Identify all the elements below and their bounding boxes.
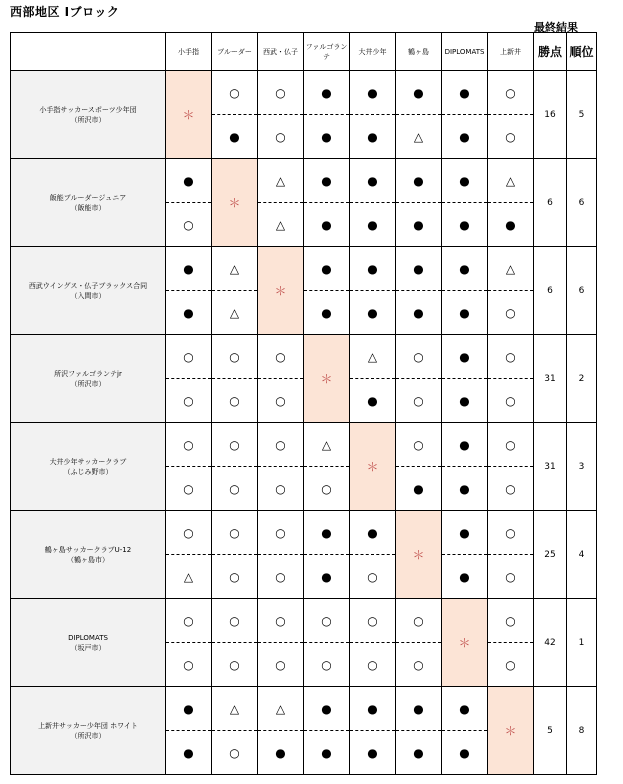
result-cell: ● <box>304 115 350 159</box>
result-cell: ○ <box>212 379 258 423</box>
result-cell: ● <box>396 687 442 731</box>
team-name-cell <box>11 335 166 423</box>
team-name-cell <box>11 247 166 335</box>
points-cell: 31 <box>534 423 567 511</box>
result-cell: ● <box>350 115 396 159</box>
team-city: （入間市） <box>70 291 106 300</box>
result-cell: ● <box>442 291 488 335</box>
final-results-label: 最終結果 <box>534 21 578 34</box>
team-name: 小手指サッカースポーツ少年団 <box>39 105 137 114</box>
self-match-cell: ＊ <box>488 687 534 775</box>
rank-cell: 3 <box>567 423 597 511</box>
team-city: （所沢市） <box>70 379 106 388</box>
team-name: 飯能ブルーダージュニア <box>49 193 127 202</box>
result-cell: ● <box>442 203 488 247</box>
team-row-first-leg <box>11 247 597 291</box>
team-name: DIPLOMATS <box>68 633 108 642</box>
team-row-first-leg <box>11 335 597 379</box>
header-opponent: ブルーダー <box>212 33 258 71</box>
rank-cell: 6 <box>567 159 597 247</box>
self-match-cell: ＊ <box>166 71 212 159</box>
result-cell: ● <box>166 291 212 335</box>
result-cell: ● <box>166 247 212 291</box>
result-cell: ● <box>442 159 488 203</box>
result-cell: ○ <box>488 291 534 335</box>
points-cell: 6 <box>534 247 567 335</box>
result-cell: ○ <box>258 555 304 599</box>
team-city: （飯能市） <box>70 203 106 212</box>
result-cell: ○ <box>488 115 534 159</box>
team-name-cell <box>11 71 166 159</box>
team-name-cell <box>11 423 166 511</box>
result-cell: ○ <box>166 511 212 555</box>
result-cell: ○ <box>488 555 534 599</box>
result-cell: ● <box>350 203 396 247</box>
result-cell: ● <box>396 71 442 115</box>
header-row <box>11 33 597 71</box>
header-opponent: DIPLOMATS <box>442 33 488 71</box>
self-match-cell: ＊ <box>258 247 304 335</box>
result-cell: ○ <box>212 423 258 467</box>
result-cell: △ <box>258 159 304 203</box>
self-match-cell: ＊ <box>304 335 350 423</box>
result-cell: ● <box>442 247 488 291</box>
team-name: 鶴ヶ島サッカークラブU-12 <box>44 545 132 554</box>
result-cell: △ <box>488 247 534 291</box>
header-opponent: 西武・仏子 <box>258 33 304 71</box>
rank-cell: 6 <box>567 247 597 335</box>
result-cell: ○ <box>212 335 258 379</box>
result-cell: ● <box>396 731 442 775</box>
self-match-cell: ＊ <box>396 511 442 599</box>
result-cell: ● <box>442 379 488 423</box>
result-cell: ○ <box>166 335 212 379</box>
result-cell: ● <box>442 467 488 511</box>
result-cell: ● <box>442 335 488 379</box>
result-cell: ○ <box>212 599 258 643</box>
result-cell: ○ <box>396 335 442 379</box>
result-cell: ○ <box>258 335 304 379</box>
header-opponent: 小手指 <box>166 33 212 71</box>
result-cell: ○ <box>258 423 304 467</box>
rank-cell: 1 <box>567 599 597 687</box>
result-cell: ○ <box>258 511 304 555</box>
result-cell: ● <box>258 731 304 775</box>
result-cell: ● <box>350 291 396 335</box>
team-city: （坂戸市） <box>70 643 106 652</box>
result-cell: ● <box>396 203 442 247</box>
result-cell: ○ <box>258 599 304 643</box>
header-rank: 順位 <box>567 33 597 71</box>
result-cell: ○ <box>166 599 212 643</box>
result-cell: ○ <box>488 643 534 687</box>
team-name: 上新井サッカー少年団 ホワイト <box>38 721 138 730</box>
result-cell: ● <box>350 687 396 731</box>
result-cell: ○ <box>488 423 534 467</box>
result-cell: ● <box>304 555 350 599</box>
result-cell: ● <box>442 511 488 555</box>
team-row-first-leg <box>11 71 597 115</box>
team-name-cell <box>11 159 166 247</box>
team-name: 西武ウイングス・仏子ブラックス合同 <box>28 281 148 290</box>
team-city: （所沢市） <box>70 731 106 740</box>
header-points: 勝点 <box>534 33 567 71</box>
result-cell: ● <box>442 71 488 115</box>
result-cell: ○ <box>304 643 350 687</box>
self-match-cell: ＊ <box>350 423 396 511</box>
team-row-first-leg <box>11 423 597 467</box>
result-cell: △ <box>304 423 350 467</box>
team-name-cell <box>11 687 166 775</box>
result-cell: ● <box>442 687 488 731</box>
result-cell: ○ <box>304 599 350 643</box>
result-cell: ○ <box>212 467 258 511</box>
result-cell: ○ <box>166 467 212 511</box>
result-cell: ○ <box>350 555 396 599</box>
result-cell: ○ <box>212 71 258 115</box>
result-cell: ○ <box>166 423 212 467</box>
result-cell: △ <box>350 335 396 379</box>
rank-cell: 4 <box>567 511 597 599</box>
result-cell: ● <box>304 247 350 291</box>
points-cell: 16 <box>534 71 567 159</box>
result-cell: ○ <box>166 203 212 247</box>
rank-cell: 5 <box>567 71 597 159</box>
points-cell: 42 <box>534 599 567 687</box>
result-cell: ● <box>304 731 350 775</box>
results-table <box>10 32 597 775</box>
result-cell: △ <box>258 687 304 731</box>
result-cell: ● <box>350 159 396 203</box>
rank-cell: 2 <box>567 335 597 423</box>
result-cell: ● <box>304 687 350 731</box>
result-cell: ○ <box>258 379 304 423</box>
result-cell: ● <box>350 247 396 291</box>
header-opponent: 鶴ヶ島 <box>396 33 442 71</box>
result-cell: ○ <box>396 379 442 423</box>
result-cell: ○ <box>304 467 350 511</box>
result-cell: △ <box>258 203 304 247</box>
team-city: （鶴ヶ島市） <box>67 555 109 564</box>
result-cell: ● <box>442 555 488 599</box>
result-cell: ○ <box>258 115 304 159</box>
result-cell: ● <box>304 203 350 247</box>
points-cell: 5 <box>534 687 567 775</box>
result-cell: ● <box>166 687 212 731</box>
result-cell: ● <box>350 379 396 423</box>
result-cell: ● <box>396 291 442 335</box>
result-cell: ○ <box>350 643 396 687</box>
result-cell: ○ <box>488 467 534 511</box>
result-cell: ○ <box>488 511 534 555</box>
rank-cell: 8 <box>567 687 597 775</box>
result-cell: ○ <box>488 71 534 115</box>
result-cell: ● <box>304 291 350 335</box>
result-cell: ○ <box>396 599 442 643</box>
self-match-cell: ＊ <box>442 599 488 687</box>
result-cell: △ <box>166 555 212 599</box>
result-cell: ○ <box>212 643 258 687</box>
result-cell: ● <box>350 511 396 555</box>
result-cell: △ <box>212 247 258 291</box>
team-row-first-leg <box>11 599 597 643</box>
result-cell: ● <box>304 71 350 115</box>
header-opponent: 大井少年 <box>350 33 396 71</box>
result-cell: ○ <box>166 643 212 687</box>
result-cell: ● <box>304 159 350 203</box>
team-row-first-leg <box>11 511 597 555</box>
result-cell: ● <box>396 159 442 203</box>
header-corner <box>11 33 166 71</box>
team-row-first-leg <box>11 687 597 731</box>
result-cell: △ <box>212 687 258 731</box>
team-name: 大井少年サッカークラブ <box>49 457 127 466</box>
result-cell: ● <box>396 247 442 291</box>
result-cell: ○ <box>396 423 442 467</box>
points-cell: 6 <box>534 159 567 247</box>
header-opponent: ファルゴランテ <box>304 33 350 71</box>
result-cell: ● <box>166 731 212 775</box>
result-cell: ● <box>350 71 396 115</box>
result-cell: ○ <box>488 599 534 643</box>
team-city: （所沢市） <box>70 115 106 124</box>
result-cell: ○ <box>258 643 304 687</box>
result-cell: ○ <box>212 731 258 775</box>
team-row-first-leg <box>11 159 597 203</box>
result-cell: ○ <box>258 71 304 115</box>
result-cell: ● <box>488 203 534 247</box>
team-name-cell <box>11 511 166 599</box>
result-cell: ● <box>442 731 488 775</box>
result-cell: ○ <box>212 511 258 555</box>
self-match-cell: ＊ <box>212 159 258 247</box>
page-title: 西部地区 Ⅰブロック <box>10 5 120 19</box>
result-cell: ○ <box>258 467 304 511</box>
points-cell: 31 <box>534 335 567 423</box>
result-cell: ● <box>442 115 488 159</box>
result-cell: ● <box>304 511 350 555</box>
team-name-cell <box>11 599 166 687</box>
result-cell: ○ <box>350 599 396 643</box>
result-cell: ● <box>396 467 442 511</box>
result-cell: △ <box>488 159 534 203</box>
result-cell: ○ <box>212 555 258 599</box>
result-cell: ○ <box>488 335 534 379</box>
result-cell: △ <box>396 115 442 159</box>
result-cell: △ <box>212 291 258 335</box>
team-city: （ふじみ野市） <box>63 467 113 476</box>
result-cell: ● <box>442 423 488 467</box>
points-cell: 25 <box>534 511 567 599</box>
team-name: 所沢ファルゴランテjr <box>54 369 122 378</box>
result-cell: ● <box>350 731 396 775</box>
result-cell: ○ <box>166 379 212 423</box>
header-opponent: 上新井 <box>488 33 534 71</box>
result-cell: ● <box>212 115 258 159</box>
result-cell: ○ <box>488 379 534 423</box>
result-cell: ○ <box>396 643 442 687</box>
result-cell: ● <box>166 159 212 203</box>
